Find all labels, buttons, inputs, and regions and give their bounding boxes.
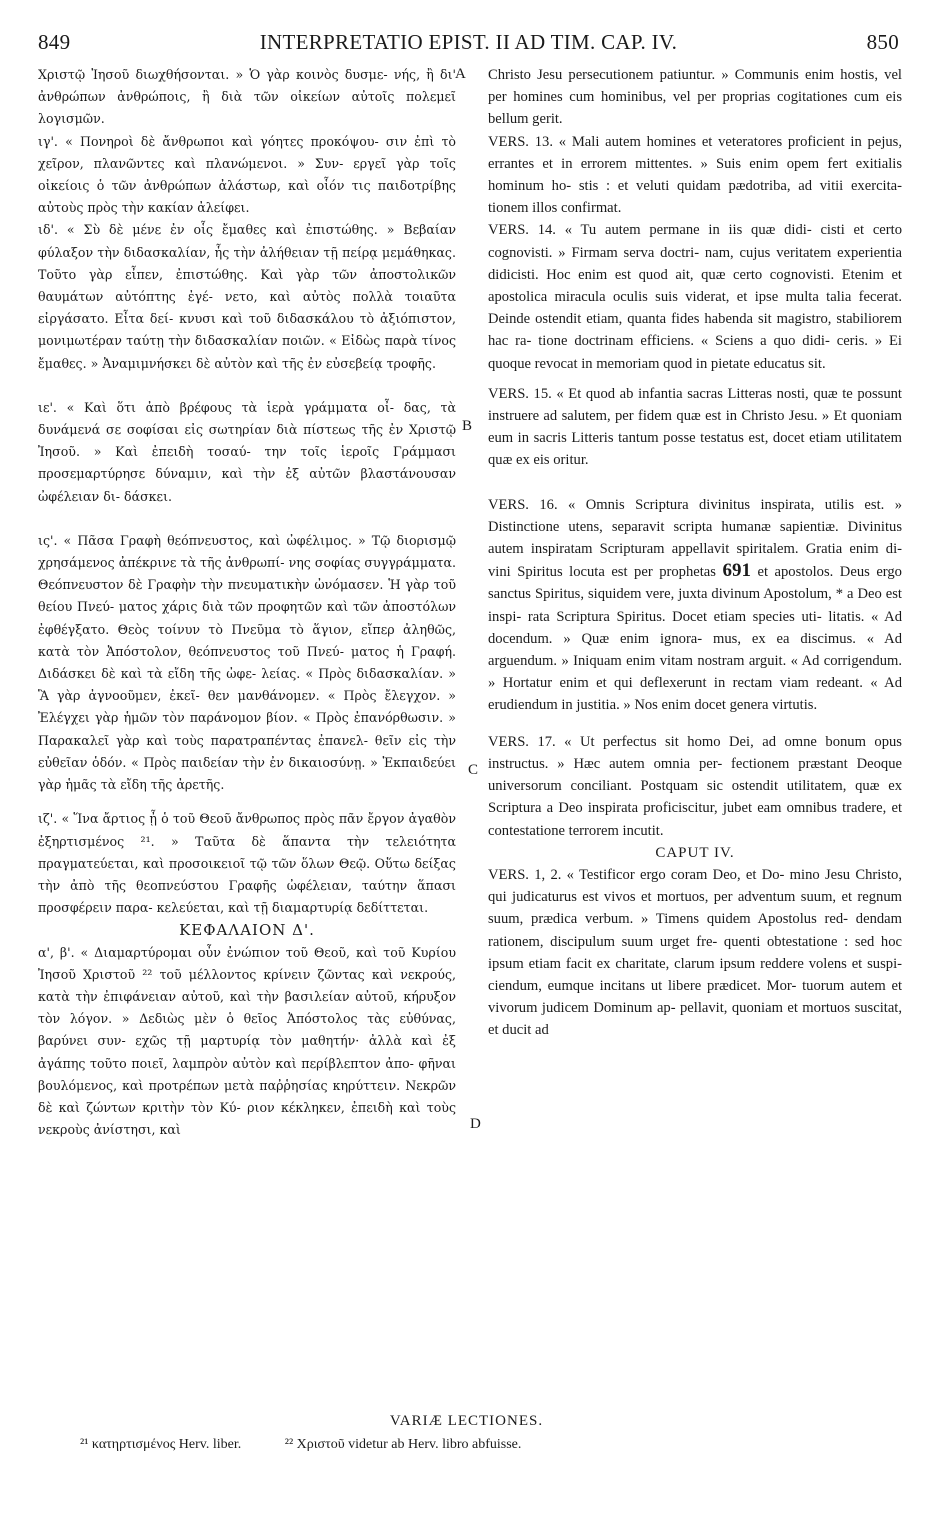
latin-paragraph: VERS. 13. « Mali autem homines et veteratores proficient in pejus, errantes et in errorem mittentes. » Suis enim opem fert exitialis hominum ho- stis : et veluti quidam pædotriba, ad vitii exercita- tionem illos confirmat. — [488, 133, 902, 217]
latin-paragraph: VERS. 1, 2. « Testificor ergo coram Deo, et Do- mino Jesu Christo, qui judicaturus est vivos et mortuos, per adventum suum, et regnum suum, prædica verbum. » Timens quidem Apostolus red- dendam rationem, discipulum suum urget fre- quenti obtestatione : sed hoc ipsum etiam facit ex charitate, clarum ipsum reddere volens et suspi- ciendum, eumque incitans ut libere prædicet. Mor- tuorum autem et vivorum judicem Dominum ap- pellavit, quoniam et mortuos suscitat, et ducit ad — [488, 866, 902, 1039]
column-number-badge: 691 — [722, 560, 751, 582]
footnote: ²² Χριστοῦ videtur ab Herv. libro abfuisse. — [284, 1437, 522, 1452]
greek-paragraph: ιε'. « Καὶ ὅτι ἀπὸ βρέφους τὰ ἱερὰ γράμματα οἶ- δας, τὰ δυνάμενά σε σοφίσαι εἰς σωτηρίαν διὰ πίστεως τῆς ἐν Χριστῷ Ἰησοῦ. » Καὶ ἐπειδὴ τοσαύ- την τοῖς ἱεροῖς Γράμμασι προσεμαρτύρησε δύναμιν, καὶ τὴν ἐξ αὐτῶν βλαστάνουσαν ὠφέλειαν δι- δάσκει. — [38, 399, 456, 504]
latin-paragraph: VERS. 14. « Tu autem permane in iis quæ didi- cisti et certo cognovisti. » Firmam serva doctri- nam, cujus veritatem experientia didicisti. Hoc enim est quod ait, quæ certo cognovisti. Etenim et apostolica miracula oculis suis viderat, et ipse multa talia fecerat. Deinde ostendit etiam, quanta fides habenda sit magistro, stabiliorem hac ra- tione doctrinam efficiens. « Sciens a quo didi- ceris. » Ei quoque revocat in memoriam quod in pietate educatus sit. — [488, 222, 902, 372]
right-page-number: 850 — [866, 30, 899, 54]
margin-marker-a: A — [455, 66, 466, 82]
latin-paragraph: VERS. 15. « Et quod ab infantia sacras Litteras nosti, quæ te possunt instruere ad salutem, per fidem quæ est in Christo Jesu. » Et quoniam eum in sacris Litteris tantum posse testatus est, docet etiam utilitatem quæ ex eis oritur. — [488, 385, 902, 469]
footnotes — [80, 1437, 900, 1453]
latin-text: VERS. 16. « Omnis Scriptura divinitus inspirata, utilis est. » Distinctione utens, separavit scripta humanæ sapientiæ. Divinitus autem inspiratam Scripturam appellavit spiritalem. Gratia enim di- vini Spiritus locuta est per prophetas — [488, 496, 902, 581]
latin-paragraph — [488, 494, 902, 717]
margin-marker-c: C — [468, 762, 479, 778]
greek-paragraph: ιζ'. « Ἵνα ἄρτιος ᾖ ὁ τοῦ Θεοῦ ἄνθρωπος πρὸς πᾶν ἔργον ἀγαθὸν ἐξηρτισμένος ²¹. » Ταῦτα δὲ ἅπαντα τὴν τελειότητα πραγματεύεται, καὶ προσοικειοῖ τῷ τῶν ὅλων Θεῷ. Οὕτω δείξας τὴν ἀπὸ τῆς θεοπνεύστου Γραφῆς ὠφέλειαν, ταύτην ἅπασι προσφέρειν παρα- κελεύεται, καὶ τῇ διαμαρτυρίᾳ δεδίττεται. — [38, 811, 456, 916]
variae-lectiones-heading: VARIÆ LECTIONES. — [389, 1413, 544, 1429]
latin-column — [488, 64, 902, 1042]
greek-chapter-heading: ΚΕΦΑΛΑΙΟΝ Δ'. — [179, 921, 315, 940]
left-page-number: 849 — [38, 30, 71, 54]
latin-chapter-heading: CAPUT IV. — [655, 844, 735, 861]
greek-column — [38, 64, 456, 1141]
margin-marker-b: B — [462, 418, 473, 434]
greek-paragraph: ις'. « Πᾶσα Γραφὴ θεόπνευστος, καὶ ὠφέλιμος. » Τῷ διορισμῷ χρησάμενος ἀπέκρινε τὰ τῆς ἀνθρωπί- νης σοφίας συγγράμματα. Θεόπνευστον δὲ Γραφὴν τὴν πνευματικὴν ὠνόμασεν. Ἡ γὰρ τοῦ θείου Πνεύ- ματος χάρις διὰ τῶν προφητῶν καὶ τῶν ἀποστόλων ἐφθέγξατο. Θεὸς τοίνυν τὸ Πνεῦμα τὸ ἅγιον, εἴπερ ἀληθῶς, κατὰ τὸν Ἀπόστολον, θεόπνευστος τοῦ Πνεύ- ματος ἡ Γραφή. Διδάσκει δὲ καὶ τὰ εἴδη τῆς ὠφε- λείας. « Πρὸς διδασκαλίαν. » Ἃ γὰρ ἀγνοοῦμεν, ἐκεῖ- θεν μανθάνομεν. « Πρὸς ἔλεγχον. » Ἐλέγχει γὰρ ἡμῶν τὸν παράνομον βίον. « Πρὸς ἐπανόρθωσιν. » Παρακαλεῖ γὰρ καὶ τοὺς παρατραπέντας ἐπανελ- θεῖν εἰς τὴν εὐθεῖαν ὁδόν. « Πρὸς παιδείαν τὴν ἐν δικαιοσύνῃ. » Ἐκπαιδεύει γὰρ ἡμᾶς τὰ εἴδη τῆς ἀρετῆς. — [38, 532, 456, 793]
greek-paragraph: ιδ'. « Σὺ δὲ μένε ἐν οἷς ἔμαθες καὶ ἐπιστώθης. » Βεβαίαν φύλαξον τὴν διδασκαλίαν, ἧς τὴν ἀλήθειαν τῇ πείρᾳ μεμάθηκας. Τοῦτο γὰρ εἶπεν, ἐπιστώθης. Καὶ γὰρ τῶν ἀποστολικῶν θαυμάτων αὐτόπτης ἐγέ- νετο, καὶ αὐτὸς πολλὰ τοιαῦτα εἰργάσατο. Εἶτα δεί- κνυσι καὶ τοῦ διδασκάλου τὸ ἀξιόπιστον, μονιμωτέραν ταύτῃ τὴν διδασκαλίαν ποιῶν. « Εἰδὼς παρὰ τίνος ἔμαθες. » Ἀναμιμνήσκει δὲ αὐτὸν καὶ τῆς ἐν εὐσεβείᾳ τροφῆς. — [38, 222, 456, 371]
greek-paragraph: α', β'. « Διαμαρτύρομαι οὖν ἐνώπιον τοῦ Θεοῦ, καὶ τοῦ Κυρίου Ἰησοῦ Χριστοῦ ²² τοῦ μέλλοντος κρίνειν ζῶντας καὶ νεκρούς, κατὰ τὴν ἐπιφάνειαν αὐτοῦ, καὶ τὴν βασιλείαν αὐτοῦ, κήρυξον τὸν λόγον. » Δεδιὼς μὲν ὁ θεῖος Ἀπόστολος τὰς εὐθύνας, βαρύνει συν- εχῶς τῇ μαρτυρίᾳ τὸν μαθητήν· ἀλλὰ καὶ ἐξ ἀγάπης τοῦτο ποιεῖ, λαμπρὸν αὐτὸν καὶ περίβλεπτον ἀπο- φῆναι βουλόμενος, καὶ προτρέπων μετὰ παῤῥησίας κηρύττειν. Νεκρῶν δὲ καὶ ζώντων κριτὴν τὸν Κύ- ριον κέκληκεν, ἐπειδὴ καὶ τοὺς νεκροὺς ἀνίστησι, καὶ — [38, 944, 456, 1138]
greek-paragraph: Χριστῷ Ἰησοῦ διωχθήσονται. » Ὁ γὰρ κοινὸς δυσμε- νής, ἢ δι' ἀνθρώπων ἀνθρώποις, ἢ διὰ τῶν οἰκείων αὐτοῖς πολεμεῖ λογισμῶν. — [38, 67, 456, 127]
running-title: INTERPRETATIO EPIST. II AD TIM. CAP. IV. — [259, 30, 678, 54]
latin-paragraph: VERS. 17. « Ut perfectus sit homo Dei, ad omne bonum opus instructus. » Hæc autem omnia per- fectionem præstant Deoque universorum conciliant. Postquam sic ostendit utilitatem, quæ ex Scriptura a Deo inspirata proficiscitur, jubet eam omnibus tradere, et contestatione terrorem incutit. — [488, 733, 902, 839]
latin-paragraph: Christo Jesu persecutionem patiuntur. » Communis enim hostis, vel per homines cum hominibus, vel per proprias cogitationes cum eis bellum gerit. — [488, 67, 902, 128]
margin-marker-d: D — [470, 1116, 481, 1132]
footnote: ²¹ κατηρτισμένος Herv. liber. — [80, 1437, 242, 1452]
greek-paragraph: ιγ'. « Πονηροὶ δὲ ἄνθρωποι καὶ γόητες προκόψου- σιν ἐπὶ τὸ χεῖρον, πλανῶντες καὶ πλανώμενοι. » Συν- εργεῖ γὰρ τοῖς οἰκείοις ὁ τῶν ἀνθρώπων ἀλάστωρ, καὶ οἷόν τις παιδοτρίβης αὐτοὺς πρὸς τὴν κακίαν ἀλείφει. — [38, 133, 456, 216]
running-header — [38, 30, 899, 58]
latin-text: et apostolos. Deus ergo sanctus Spiritus, siquidem vere, juxta divinum Apostolum, * a Deo est inspi- rata Scriptura Spiritus. Docet etiam species uti- litatis. « Ad docendum. » Quæ enim ignora- mus, ex ea discimus. « Ad arguendum. » Iniquam enim vitam nostram arguit. « Ad corrigendum. » Hortatur enim et qui deflexerunt in rectam viam redeant. « Ad erudiendum in justitia. » Nos enim docet genera virtutis. — [488, 564, 902, 714]
